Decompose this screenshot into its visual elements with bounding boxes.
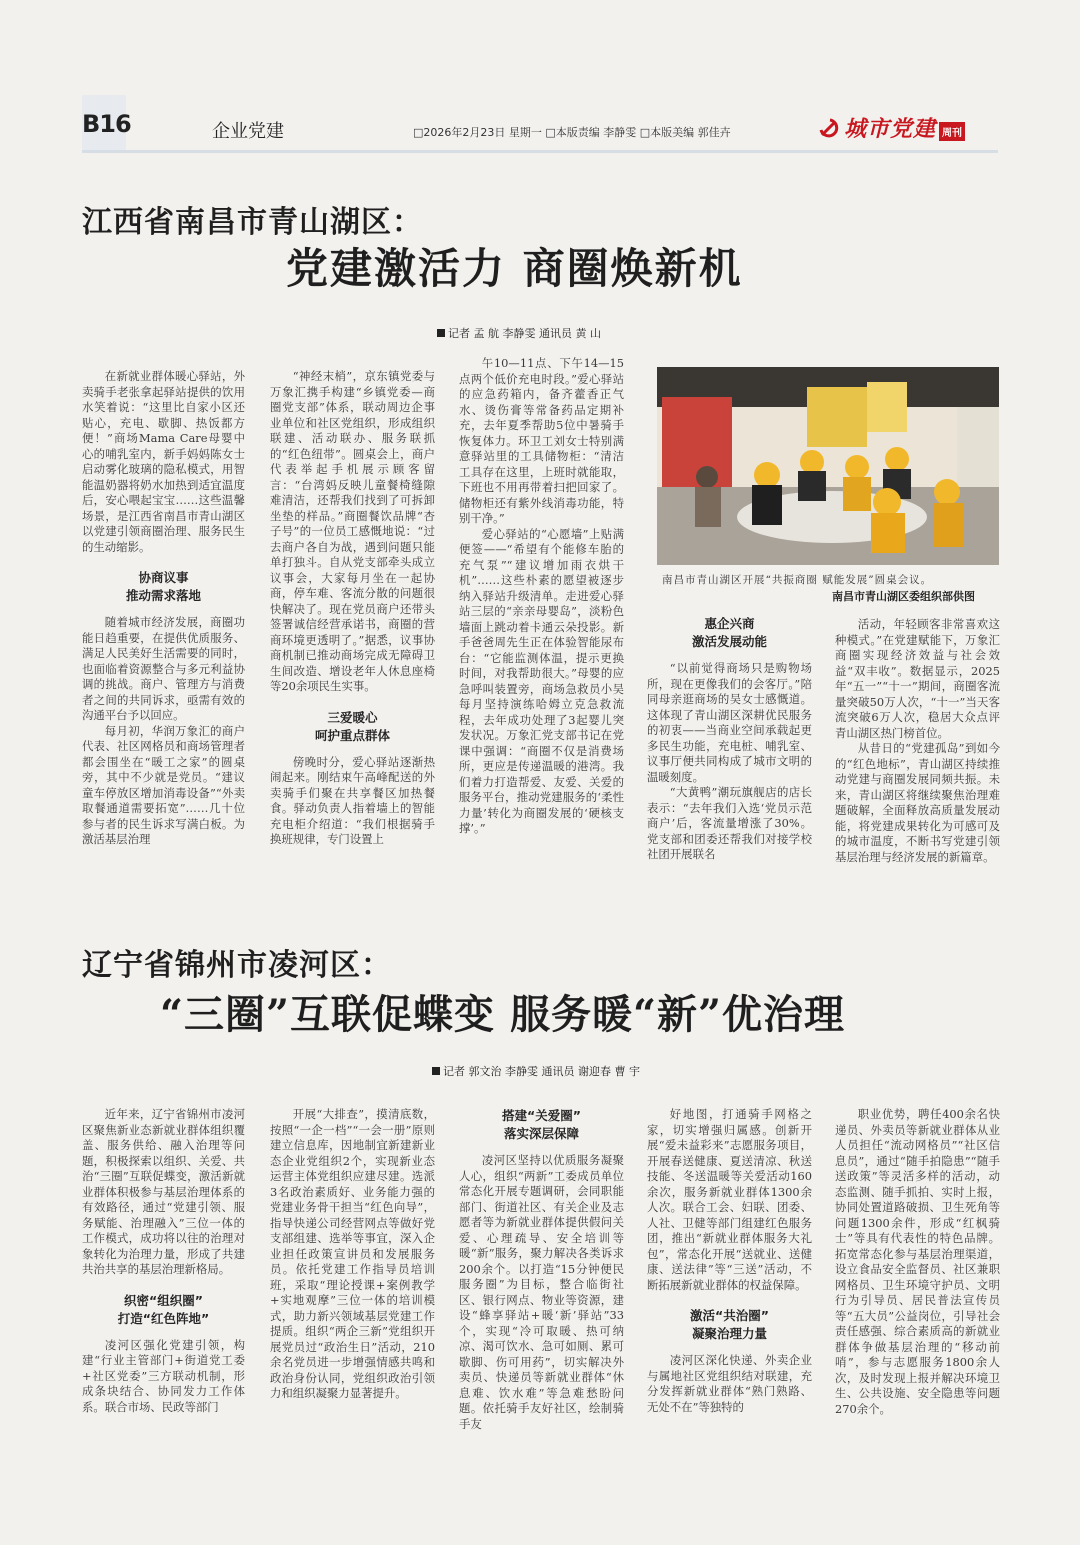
party-emblem-icon (818, 117, 840, 139)
body-paragraph: 凌河区深化快递、外卖企业与属地社区党组织结对联建，充分发挥新就业群体“熟门熟路、无处不在”等独特的 (647, 1353, 812, 1414)
article1-headline-kicker: 江西省南昌市青山湖区： (82, 205, 423, 240)
body-paragraph: 开展“大排查”，摸清底数，按照“一企一档”“一会一册”原则建立信息库，因地制宜新建新业态企业党组织2个，实现新业态运营主体党组织应建尽建。选派3名政治素质好、业务能力强的党建业务骨干担当“红色向导”，指导快递公司经营网点等做好党支部组建、选举等事宜，深入企业担任政策宣讲员和发展服务员。依托党建工作指导员培训班，采取“理论授课+案例教学+实地观摩”三位一体的培训模式，助力新兴领域基层党建工作提质。组织“两企三新”党组织开展党员过“政治生日”活动，210余名党员进一步增强情感共鸣和政治身份认同，党组织政治引领力和组织凝聚力显著提升。 (270, 1107, 435, 1400)
subheading: 协商议事 推动需求落地 (125, 570, 201, 603)
body-paragraph: “神经末梢”，京东镇党委与万象汇携手构建“乡镇党委—商圈党支部”体系，联动周边企事业单位和社区党组织，形成组织联建、活动联办、服务联抓的“红色纽带”。圆桌会上，商户代表举起手机展示顾客留言：“台湾妈反映儿童餐椅缝隙难清洁，还帮我们找到了可拆卸坐垫的样品。”商圈餐饮品牌“杏子号”的一位员工感慨地说：“过去商户各自为战，遇到问题只能单打独斗。自从党支部牵头成立议事会，大家每月坐在一起协商，停车难、客流分散的问题很快解决了。现在党员商户还带头签署诚信经营承诺书，商圈的营商环境更透明了。”据悉，议事协商机制已推动商场完成无障碍卫生间改造、增设老年人休息座椅等20余项民生实事。 (270, 369, 435, 693)
article2-column (459, 1093, 624, 1459)
photo-credit: 南昌市青山湖区委组织部供图 (832, 590, 975, 603)
subheading: 织密“组织圈” 打造“红色阵地” (117, 1292, 210, 1326)
photo-caption: 南昌市青山湖区开展“共振商圈 赋能发展”圆桌会议。 (662, 574, 933, 586)
subheading: 激活“共治圈” 凝聚治理力量 (690, 1308, 769, 1341)
subheading: 搭建“关爱圈” 落实深层保障 (502, 1108, 581, 1141)
body-paragraph: 午10—11点、下午14—15点两个低价充电时段。”爱心驿站的应急药箱内，备齐藿香正气水、烫伤膏等常备药品定期补充，去年夏季帮助5位中暑骑手恢复体力。环卫工刘女士特别满意驿站里的工具储物柜：“清洁工具存在这里，上班时就能取，下班也不用再带着扫把回家了。储物柜还有紫外线消毒功能，特别干净。” (459, 356, 624, 525)
article1-headline: 党建激活力 商圈焕新机 (286, 244, 743, 293)
logo-text: 城市党建 (844, 116, 937, 142)
body-paragraph: “大黄鸭”潮玩旗舰店的店长表示：“去年我们入选‘党员示范商户’后，客流量增涨了30%。党支部和团委还帮我们对接学校社团开展联名 (647, 785, 812, 861)
body-paragraph: 近年来，辽宁省锦州市凌河区聚焦新业态新就业群体组织覆盖、服务供给、融入治理等问题，积极探索以组织、关爱、共治“三圈”互联促蝶变，激活新就业群体积极参与基层治理体系的有效路径，通过“党建引领、服务赋能、治理融入”三位一体的工作模式，成功将以往的治理对象转化为治理力量，形成了共建共治共享的基层治理新格局。 (82, 1107, 245, 1276)
article1-column (835, 617, 1000, 897)
article1-byline-text: 记者 孟 航 李静雯 通讯员 黄 山 (448, 327, 601, 340)
article1-column (647, 601, 812, 897)
body-paragraph: 凌河区强化党建引领，构建“行业主管部门+街道党工委+社区党委”三方联动机制，形成条块结合、协同发力工作体系。联合市场、民政等部门 (82, 1337, 245, 1414)
body-paragraph: 爱心驿站的“心愿墙”上贴满便签——“希望有个能修车胎的充气泵”“建议增加雨衣烘干机”……这些朴素的愿望被逐步纳入驿站升级清单。走进爱心驿站三层的“亲亲母婴岛”，淡粉色墙面上跳动着卡通云朵投影。新手爸爸周先生正在体验智能尿布台：“它能监测体温，提示更换时间，对我帮助很大。”母婴的应急呼叫装置旁，商场急救员小吴每月坚持演练哈姆立克急救流程，去年成功处理了3起婴儿突发状况。万象汇党支部书记在党课中强调：“商圈不仅是消费场所，更应是传递温暖的港湾。我们着力打造帮爱、友爱、关爱的服务平台，推动党建服务的‘柔性力量’转化为商圈发展的‘硬核支撑’。” (459, 526, 624, 835)
article2-byline-text: 记者 郭文治 李静雯 通讯员 谢迎春 曹 宇 (443, 1065, 640, 1078)
article2-headline: “三圈”互联促蝶变 服务暖“新”优治理 (160, 991, 845, 1038)
masthead-logo (818, 112, 965, 143)
byline-square-icon (437, 329, 445, 337)
section-title: 企业党建 (212, 121, 284, 142)
body-paragraph: 凌河区坚持以优质服务凝聚人心，组织“两新”工委成员单位常态化开展专题调研，会同职能部门、街道社区、有关企业及志愿者等为新就业群体提供假问关爱、心理疏导、安全培训等暖“新”服务，聚力解决各类诉求200余个。以打造“15分钟便民服务圈”为目标，整合临街社区、银行网点、物业等资源，建设“蜂享驿站+暖‘新’驿站”33个，实现“冷可取暖、热可纳凉、渴可饮水、急可如厕、累可歇脚、伤可用药”，切实解决外卖员、快递员等新就业群体“休息难、饮水难”等急难愁盼问题。依托骑手友好社区，绘制骑手友 (459, 1153, 624, 1431)
body-paragraph: 在新就业群体暖心驿站，外卖骑手老张拿起驿站提供的饮用水笑着说：“这里比自家小区还贴心，充电、歇脚、热饭都方便！”商场Mama Care母婴中心的哺乳室内，新手妈妈陈女士启动雾化玻璃的隐私模式，用智能温奶器将奶水加热到适宜温度后，安心喂起宝宝……这些温馨场景，是江西省南昌市青山湖区以党建引领商圈治理、服务民生的生动缩影。 (82, 369, 245, 554)
article1-column (270, 369, 435, 897)
article2-byline (432, 1063, 640, 1079)
byline-square-icon (432, 1067, 440, 1075)
subheading: 惠企兴商 激活发展动能 (691, 616, 767, 649)
header-rule (82, 150, 998, 153)
logo-tag: 周刊 (939, 122, 965, 141)
body-paragraph: 傍晚时分，爱心驿站逐渐热闹起来。刚结束午高峰配送的外卖骑手们聚在共享餐区加热餐食。驿动负责人指着墙上的智能充电柜介绍道：“我们根据骑手换班规律，专门设置上 (270, 754, 435, 846)
date-editor-line: □2026年2月23日 星期一 □本版责编 李静雯 □本版美编 郭佳卉 (413, 126, 731, 139)
body-paragraph: 每月初，华润万象汇的商户代表、社区网格员和商场管理者都会围坐在“暖工之家”的圆桌旁，其中不少就是党员。“建议童车停放区增加消毒设备”“外卖取餐通道需要拓宽”……几十位参与者的民生诉求写满白板。为激活基层治理 (82, 723, 245, 846)
roundtable-photo (657, 367, 999, 565)
body-paragraph: 职业优势，聘任400余名快递员、外卖员等新就业群体从业人员担任“流动网格员”“社区信息员”，通过“随手拍隐患”“随手送政策”等灵活多样的活动，动态监测、随手抓拍、实时上报，协同处置道路破损、卫生死角等问题1300余件，形成“红枫骑士”等具有代表性的特色品牌。拓宽常态化参与基层治理渠道，设立食品安全监督员、社区兼职网格员、卫生环境守护员、文明行为引导员、居民普法宣传员等“五大员”公益岗位，引导社会责任感强、综合素质高的新就业群体争做基层治理的“移动前哨”，参与志愿服务1800余人次，及时发现上报并解决环境卫生、公共设施、安全隐患等问题270余个。 (835, 1107, 1000, 1416)
body-paragraph: 好地图，打通骑手网格之家，切实增强归属感。创新开展“爱未益彩来”志愿服务项目，开展春送健康、夏送清凉、秋送技能、冬送温暖等关爱活动160余次，服务新就业群体1300余人次。联合工会、妇联、团委、人社、卫健等部门组建红色服务团，推出“新就业群体服务大礼包”，常态化开展“送就业、送健康、送法律”等“三送”活动，不断拓展新就业群体的权益保障。 (647, 1107, 812, 1292)
body-paragraph: 从昔日的“党建孤岛”到如今的“红色地标”，青山湖区持续推动党建与商圈发展同频共振。未来，青山湖区将继续聚焦治理难题破解，全面释放高质量发展动能，将党建成果转化为可感可及的城市温度，不断书写党建引领基层治理与经济发展的新篇章。 (835, 741, 1000, 864)
article2-column (647, 1107, 812, 1459)
subheading: 三爱暖心 呵护重点群体 (314, 709, 390, 743)
article2-column (270, 1107, 435, 1459)
body-paragraph: 活动，年轻顾客非常喜欢这种模式。”在党建赋能下，万象汇商圈实现经济效益与社会效益“双丰收”。数据显示，2025年“五一”“十一”期间，商圈客流量突破50万人次，“十一”当天客流突破6万人次，稳居大众点评青山湖区热门榜首位。 (835, 617, 1000, 740)
body-paragraph: 随着城市经济发展，商圈功能日趋重要，在提供优质服务、满足人民美好生活需要的同时，也面临着资源整合与多元利益协调的挑战。商户、管理方与消费者之间的共同诉求，亟需有效的沟通平台予以回应。 (82, 615, 245, 722)
page-number: B16 (82, 110, 131, 138)
article2-column (82, 1107, 245, 1459)
meeting-photo-illustration (657, 367, 999, 565)
article1-byline (437, 325, 601, 341)
body-paragraph: “以前觉得商场只是购物场所，现在更像我们的会客厅。”陪同母亲逛商场的吴女士感慨道。这体现了青山湖区深耕优民服务的初衷——当商业空间承载起更多民生功能，充电桩、哺乳室、议事厅便共同构成了城市文明的温暖刻度。 (647, 661, 812, 784)
article2-column (835, 1107, 1000, 1459)
article2-headline-kicker: 辽宁省锦州市凌河区： (82, 948, 392, 983)
article1-column (82, 369, 245, 897)
article1-column (459, 356, 624, 897)
